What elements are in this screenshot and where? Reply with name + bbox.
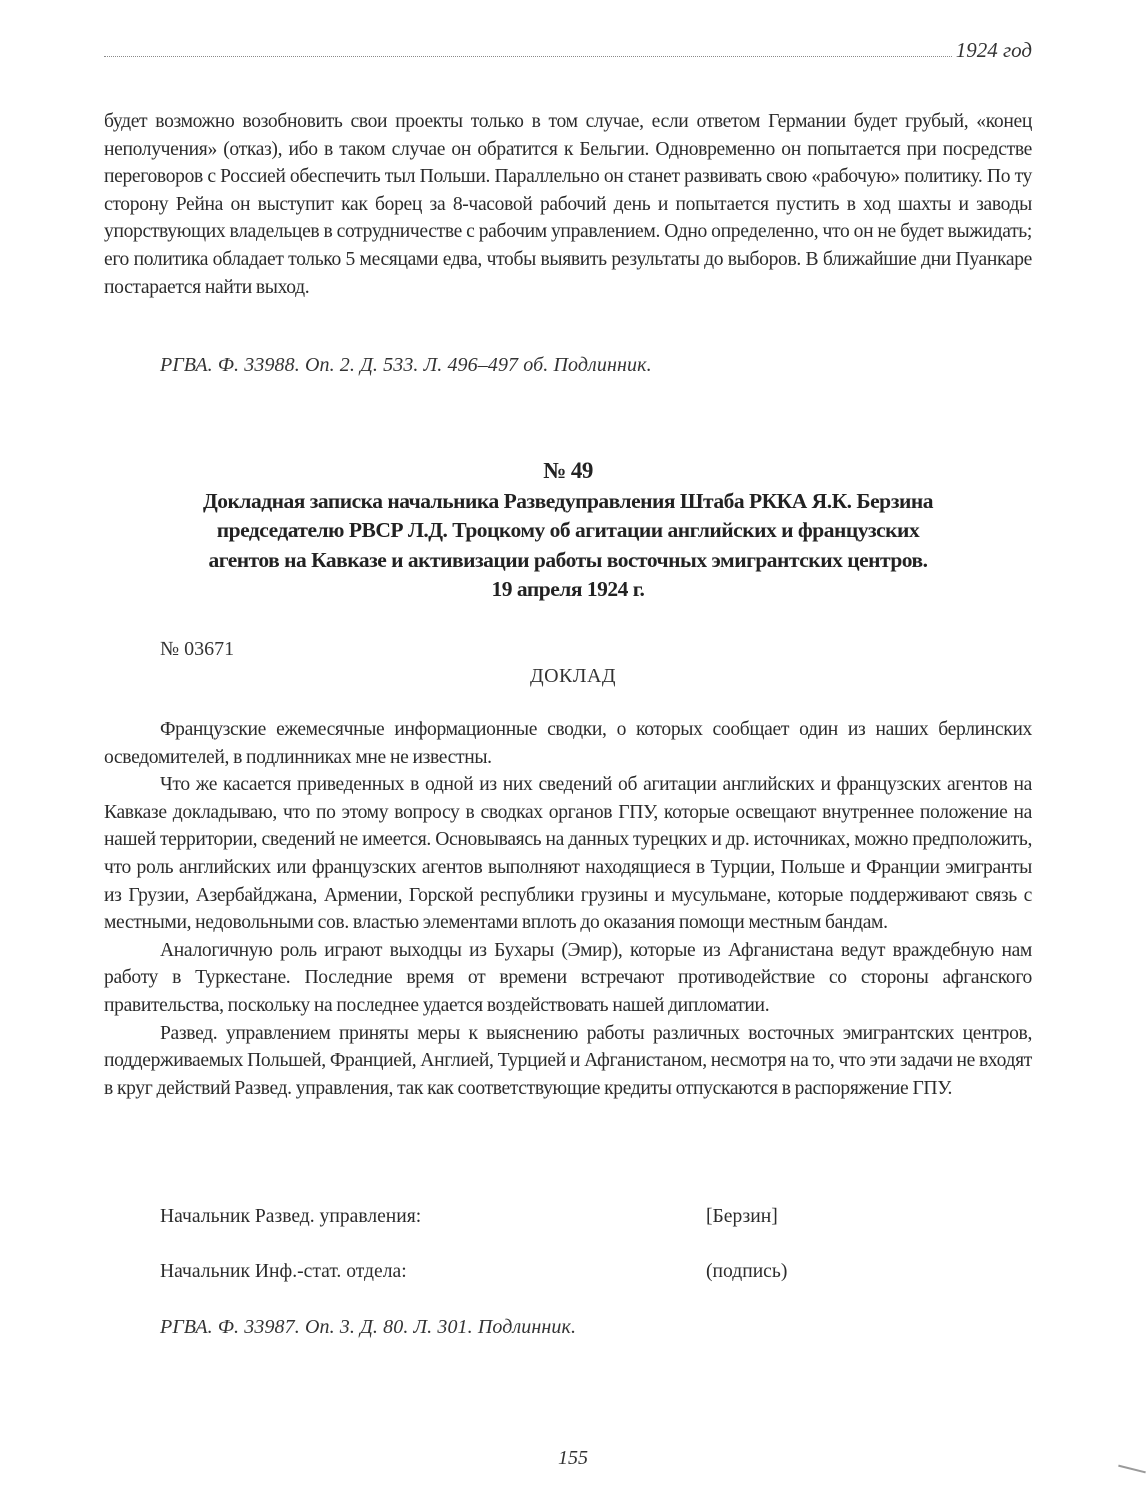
registration-number: № 03671 [160,638,235,660]
paragraph: Развед. управлением приняты меры к выяснению работы различных восточных эмигрантских центров, поддерживаемых Польшей, Францией, Англией, Турцией и Афганистаном, несмотря на то, что эти задачи не входят в круг действий Развед. управления, так как соответствующие кредиты отпускаются в распоряжение ГПУ. [104,1022,1033,1099]
document-date: 19 апреля 1924 г. [491,577,645,601]
header-dotted-rule [104,56,952,57]
previous-document-text [104,108,1032,301]
paragraph: Французские ежемесячные информационные сводки, о которых сообщает один из наших берлинских осведомителей, в подлинниках мне не известны. [104,719,1032,768]
header-year: 1924 год [955,38,1032,62]
signatory-role: Начальник Развед. управления: [160,1206,422,1227]
paragraph: будет возможно возобновить свои проекты только в том случае, если ответом Германии будет грубый, «конец неполучения» (отказ), ибо в таком случае он обратится к Бельгии. Одновременно он попытается при посредстве переговоров с Россией обеспечить тыл Польши. Параллельно он станет развивать свою «рабочую» политику. По ту сторону Рейна он выступит как борец за 8-часовой рабочий день и попытается пустить в ход шахты и заводы упорствующих владельцев в сотрудничестве с рабочим управлением. Одно определенно, что он не будет выжидать; его политика обладает только 5 месяцами едва, чтобы выявить результаты до выборов. В ближайшие дни Пуанкаре постарается найти выход. [104,111,1032,298]
document-title-line: агентов на Кавказе и активизации работы восточных эмигрантских центров. [208,547,928,572]
page-number: 155 [558,1447,588,1469]
running-header [104,34,1032,62]
document-heading [104,456,1032,605]
document-number: № 49 [543,458,593,483]
signature: [Берзин] [706,1206,778,1227]
report-body [104,716,1032,1102]
document-type: ДОКЛАД [529,665,617,687]
archive-source: РГВА. Ф. 33987. Оп. 3. Д. 80. Л. 301. Подлинник. [160,1316,577,1338]
paragraph: Что же касается приведенных в одной из них сведений об агитации английских и французских агентов на Кавказе докладываю, что по этому вопросу в сводках органов ГПУ, которые освещают внутреннее положение на нашей территории, сведений не имеется. Основываясь на данных турецких и др. источниках, можно предположить, что роль английских или французских агентов выполняют находящиеся в Турции, Польше и Франции эмигранты из Грузии, Азербайджана, Армении, Горской республики грузины и мусульмане, которые поддерживают связь с местными, недовольными сов. властью элементами вплоть до оказания помощи местным бандам. [104,774,1032,934]
archive-source-previous: РГВА. Ф. 33988. Оп. 2. Д. 533. Л. 496–497 об. Подлинник. [160,354,652,376]
document-title-line: Докладная записка начальника Разведуправления Штаба РККА Я.К. Берзина [202,488,934,513]
paragraph: Аналогичную роль играют выходцы из Бухары (Эмир), которые из Афганистана ведут враждебную нам работу в Туркестане. Последние время от времени встречают противодействие со стороны афганского правительства, поскольку на последнее удается воздействовать нашей дипломатии. [104,939,1032,1016]
signatory-role: Начальник Инф.-стат. отдела: [160,1261,407,1282]
signature: (подпись) [706,1261,788,1282]
document-title-line: председателю РВСР Л.Д. Троцкому об агитации английских и французских [216,518,920,542]
